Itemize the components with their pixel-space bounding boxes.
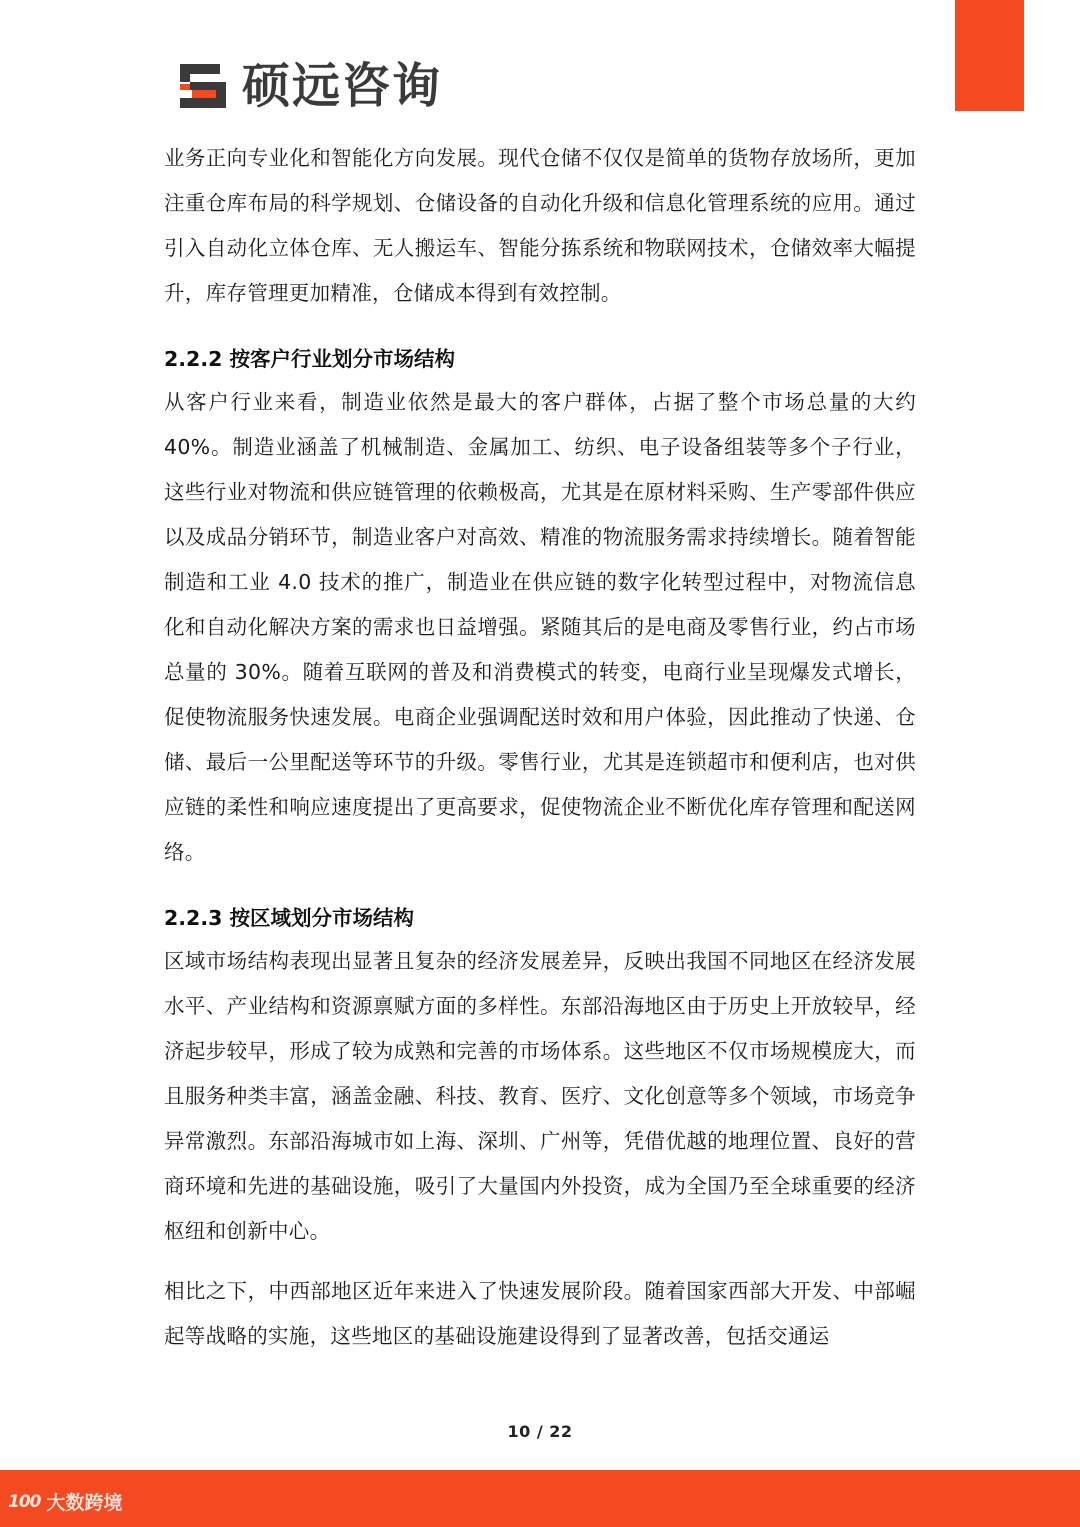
brand-logo — [176, 58, 442, 114]
paragraph-regional-east: 区域市场结构表现出显著且复杂的经济发展差异，反映出我国不同地区在经济发展水平、产业结构和资源禀赋方面的多样性。东部沿海地区由于历史上开放较早，经济起步较早，形成了较为成熟和完善的市场体系。这些地区不仅市场规模庞大，而且服务种类丰富，涵盖金融、科技、教育、医疗、文化创意等多个领域，市场竞争异常激烈。东部沿海城市如上海、深圳、广州等，凭借优越的地理位置、良好的营商环境和先进的基础设施，吸引了大量国内外投资，成为全国乃至全球重要的经济枢纽和创新中心。 — [164, 949, 916, 1243]
brand-logo-icon — [176, 60, 234, 112]
document-body — [164, 136, 916, 1359]
corner-accent-block — [955, 0, 1024, 111]
paragraph-customer-industry: 从客户行业来看，制造业依然是最大的客户群体，占据了整个市场总量的大约40%。制造业涵盖了机械制造、金属加工、纺织、电子设备组装等多个子行业，这些行业对物流和供应链管理的依赖极高，尤其是在原材料采购、生产零部件供应以及成品分销环节，制造业客户对高效、精准的物流服务需求持续增长。随着智能制造和工业 4.0 技术的推广，制造业在供应链的数字化转型过程中，对物流信息化和自动化解决方案的需求也日益增强。紧随其后的是电商及零售行业，约占市场总量的 30%。随着互联网的普及和消费模式的转变，电商行业呈现爆发式增长，促使物流服务快速发展。电商企业强调配送时效和用户体验，因此推动了快递、仓储、最后一公里配送等环节的升级。零售行业，尤其是连锁超市和便利店，也对供应链的柔性和响应速度提出了更高要求，促使物流企业不断优化库存管理和配送网络。 — [164, 390, 916, 864]
watermark-logo-icon: 100 — [8, 1491, 41, 1512]
footer-bar — [0, 1470, 1080, 1527]
paragraph-regional-midwest: 相比之下，中西部地区近年来进入了快速发展阶段。随着国家西部大开发、中部崛起等战略的实施，这些地区的基础设施建设得到了显著改善，包括交通运 — [164, 1279, 916, 1348]
watermark-text: 大数跨境 — [46, 1492, 123, 1514]
section-heading-2-2-3: 2.2.3 按区域划分市场结构 — [164, 906, 415, 930]
paragraph-warehousing: 业务正向专业化和智能化方向发展。现代仓储不仅仅是简单的货物存放场所，更加注重仓库布局的科学规划、仓储设备的自动化升级和信息化管理系统的应用。通过引入自动化立体仓库、无人搬运车、智能分拣系统和物联网技术，仓储效率大幅提升，库存管理更加精准，仓储成本得到有效控制。 — [164, 146, 916, 305]
watermark — [8, 1488, 123, 1515]
brand-name: 硕远咨询 — [242, 58, 443, 114]
section-heading-2-2-2: 2.2.2 按客户行业划分市场结构 — [164, 347, 456, 371]
page-number: 10 / 22 — [507, 1422, 573, 1441]
